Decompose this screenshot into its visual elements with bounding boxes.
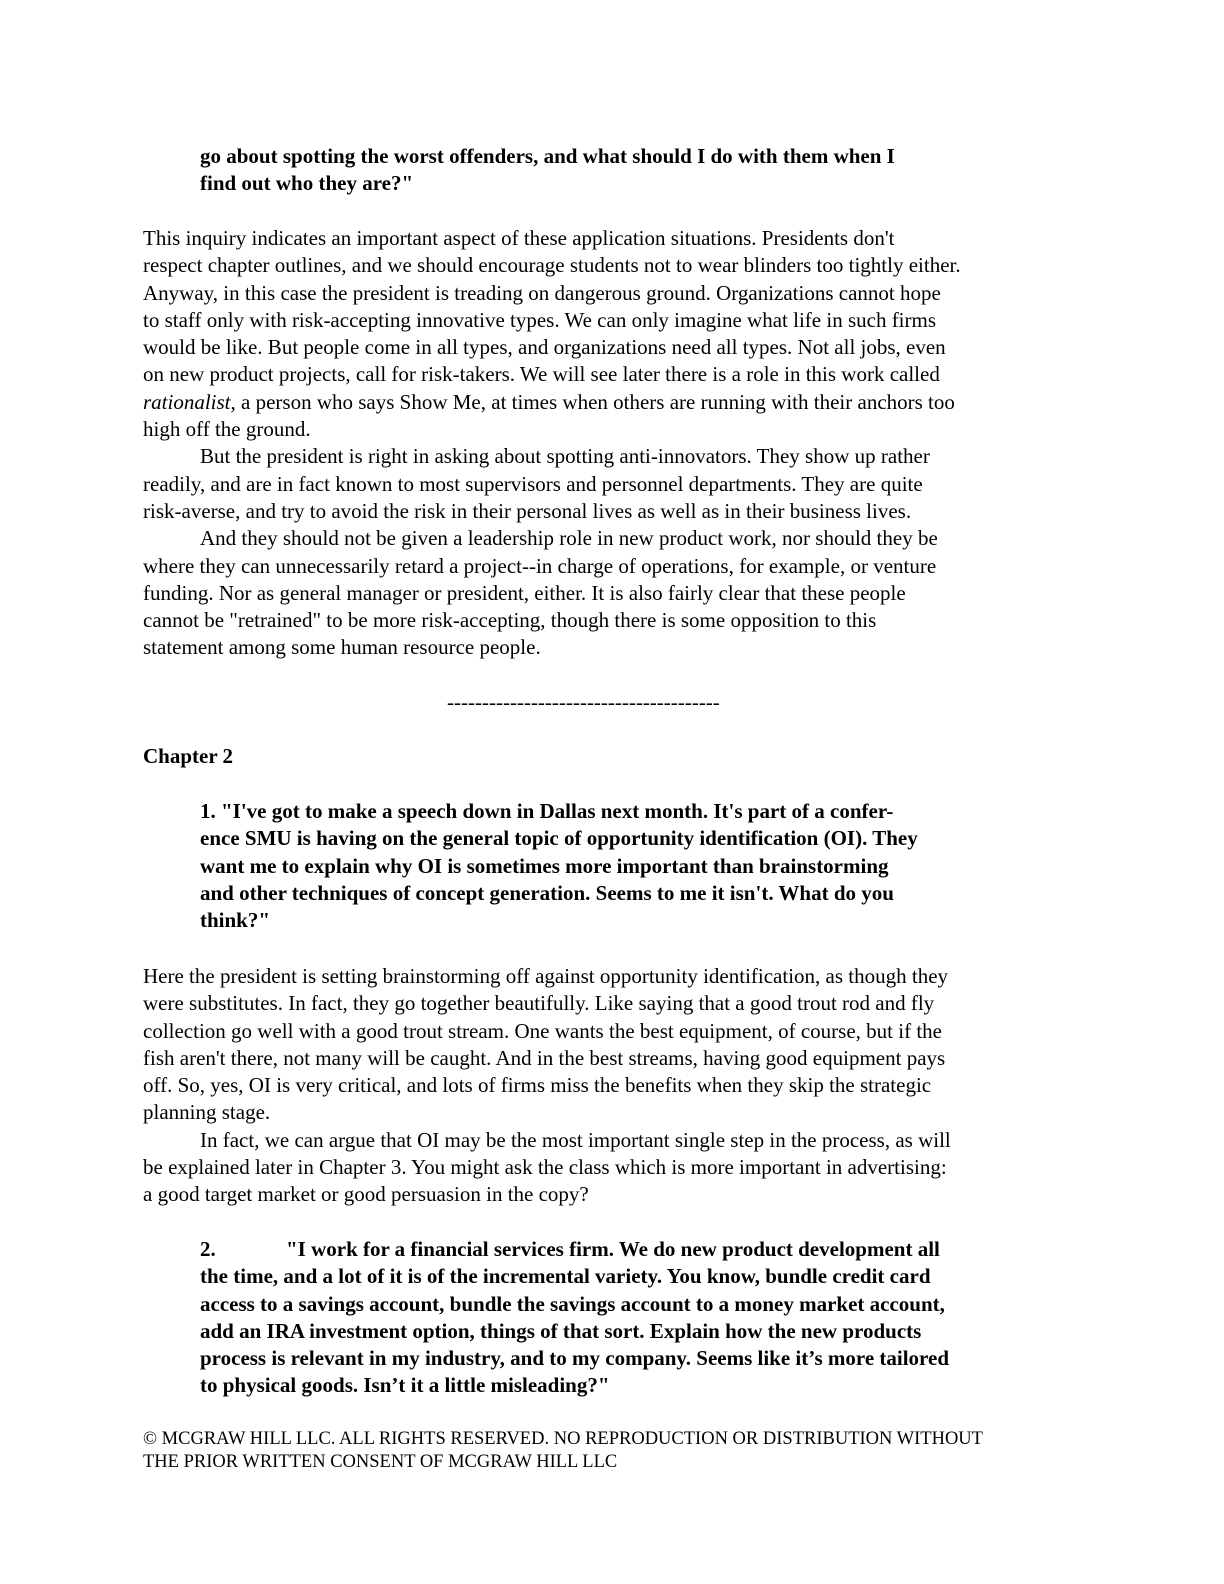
text-line: planning stage. <box>143 1100 271 1125</box>
text-line: to physical goods. Isn’t it a little misleading?" <box>200 1373 610 1398</box>
copyright-footer <box>143 1428 983 1474</box>
text-line: readily, and are in fact known to most supervisors and personnel departments. They are quite <box>143 471 923 496</box>
text-line: think?" <box>200 908 271 933</box>
text-line: a good target market or good persuasion in the copy? <box>143 1182 589 1207</box>
text-line: fish aren't there, not many will be caught. And in the best streams, having good equipment pays <box>143 1045 946 1070</box>
text-line: want me to explain why OI is sometimes more important than brainstorming <box>200 853 889 878</box>
text-line: This inquiry indicates an important aspect of these application situations. Presidents don't <box>143 226 895 250</box>
text-line: go about spotting the worst offenders, and what should I do with them when I <box>200 144 895 168</box>
answer-paragraph-1 <box>143 225 961 662</box>
text-line: off. So, yes, OI is very critical, and lots of firms miss the benefits when they skip the strategic <box>143 1073 932 1098</box>
text-line: 1. "I've got to make a speech down in Dallas next month. It's part of a confer- <box>200 799 894 823</box>
text-line: find out who they are?" <box>200 171 414 196</box>
text-line: ence SMU is having on the general topic of opportunity identification (OI). They <box>200 826 918 851</box>
text-line <box>200 1236 949 1263</box>
question-1 <box>200 798 918 934</box>
text-line: Anyway, in this case the president is treading on dangerous ground. Organizations cannot hope <box>143 280 941 305</box>
text-line: collection go well with a good trout stream. One wants the best equipment, of course, but if the <box>143 1018 942 1043</box>
text-line: In fact, we can argue that OI may be the most important single step in the process, as will <box>200 1127 951 1152</box>
text-line: were substitutes. In fact, they go together beautifully. Like saying that a good trout rod and fly <box>143 991 935 1016</box>
text-line: the time, and a lot of it is of the incremental variety. You know, bundle credit card <box>200 1264 931 1289</box>
text-line: and other techniques of concept generation. Seems to me it isn't. What do you <box>200 880 894 905</box>
text-line: to staff only with risk-accepting innovative types. We can only imagine what life in such firms <box>143 307 937 332</box>
text-segment: "I work for a financial services firm. We do new product development all <box>286 1237 940 1261</box>
text-line: process is relevant in my industry, and to my company. Seems like it’s more tailored <box>200 1346 949 1371</box>
question-number: 2. <box>200 1237 216 1261</box>
text-segment: , a person who says Show Me, at times when others are running with their anchors too <box>230 389 955 414</box>
text-line: respect chapter outlines, and we should encourage students not to wear blinders too tightly either. <box>143 253 961 278</box>
chapter-heading: Chapter 2 <box>143 744 234 768</box>
text-line: would be like. But people come in all types, and organizations need all types. Not all jobs, even <box>143 335 946 360</box>
answer-question-1 <box>143 963 951 1209</box>
text-line: And they should not be given a leadership role in new product work, nor should they be <box>200 526 938 551</box>
text-line: add an IRA investment option, things of that sort. Explain how the new products <box>200 1318 922 1343</box>
text-line: be explained later in Chapter 3. You might ask the class which is more important in advertising: <box>143 1155 947 1180</box>
text-line: © MCGRAW HILL LLC. ALL RIGHTS RESERVED. NO REPRODUCTION OR DISTRIBUTION WITHOUT <box>143 1429 983 1449</box>
text-line: high off the ground. <box>143 417 311 442</box>
text-line: Here the president is setting brainstorming off against opportunity identification, as though they <box>143 964 949 988</box>
text-line: risk-averse, and try to avoid the risk in their personal lives as well as in their business lives. <box>143 498 912 523</box>
text-line: on new product projects, call for risk-takers. We will see later there is a role in this work called <box>143 362 940 387</box>
text-line: cannot be "retrained" to be more risk-accepting, though there is some opposition to this <box>143 608 877 633</box>
section-separator: --------------------------------------- <box>447 690 720 714</box>
question-2 <box>200 1236 949 1400</box>
question-continuation <box>200 143 895 198</box>
text-line <box>143 389 961 416</box>
italic-term: rationalist <box>143 389 231 414</box>
text-line: funding. Nor as general manager or president, either. It is also fairly clear that these people <box>143 580 906 605</box>
text-line: statement among some human resource people. <box>143 635 541 660</box>
text-line: But the president is right in asking about spotting anti-innovators. They show up rather <box>200 444 930 469</box>
text-line: where they can unnecessarily retard a project--in charge of operations, for example, or venture <box>143 553 937 578</box>
text-line: access to a savings account, bundle the savings account to a money market account, <box>200 1291 945 1316</box>
text-line: THE PRIOR WRITTEN CONSENT OF MCGRAW HILL LLC <box>143 1452 618 1472</box>
